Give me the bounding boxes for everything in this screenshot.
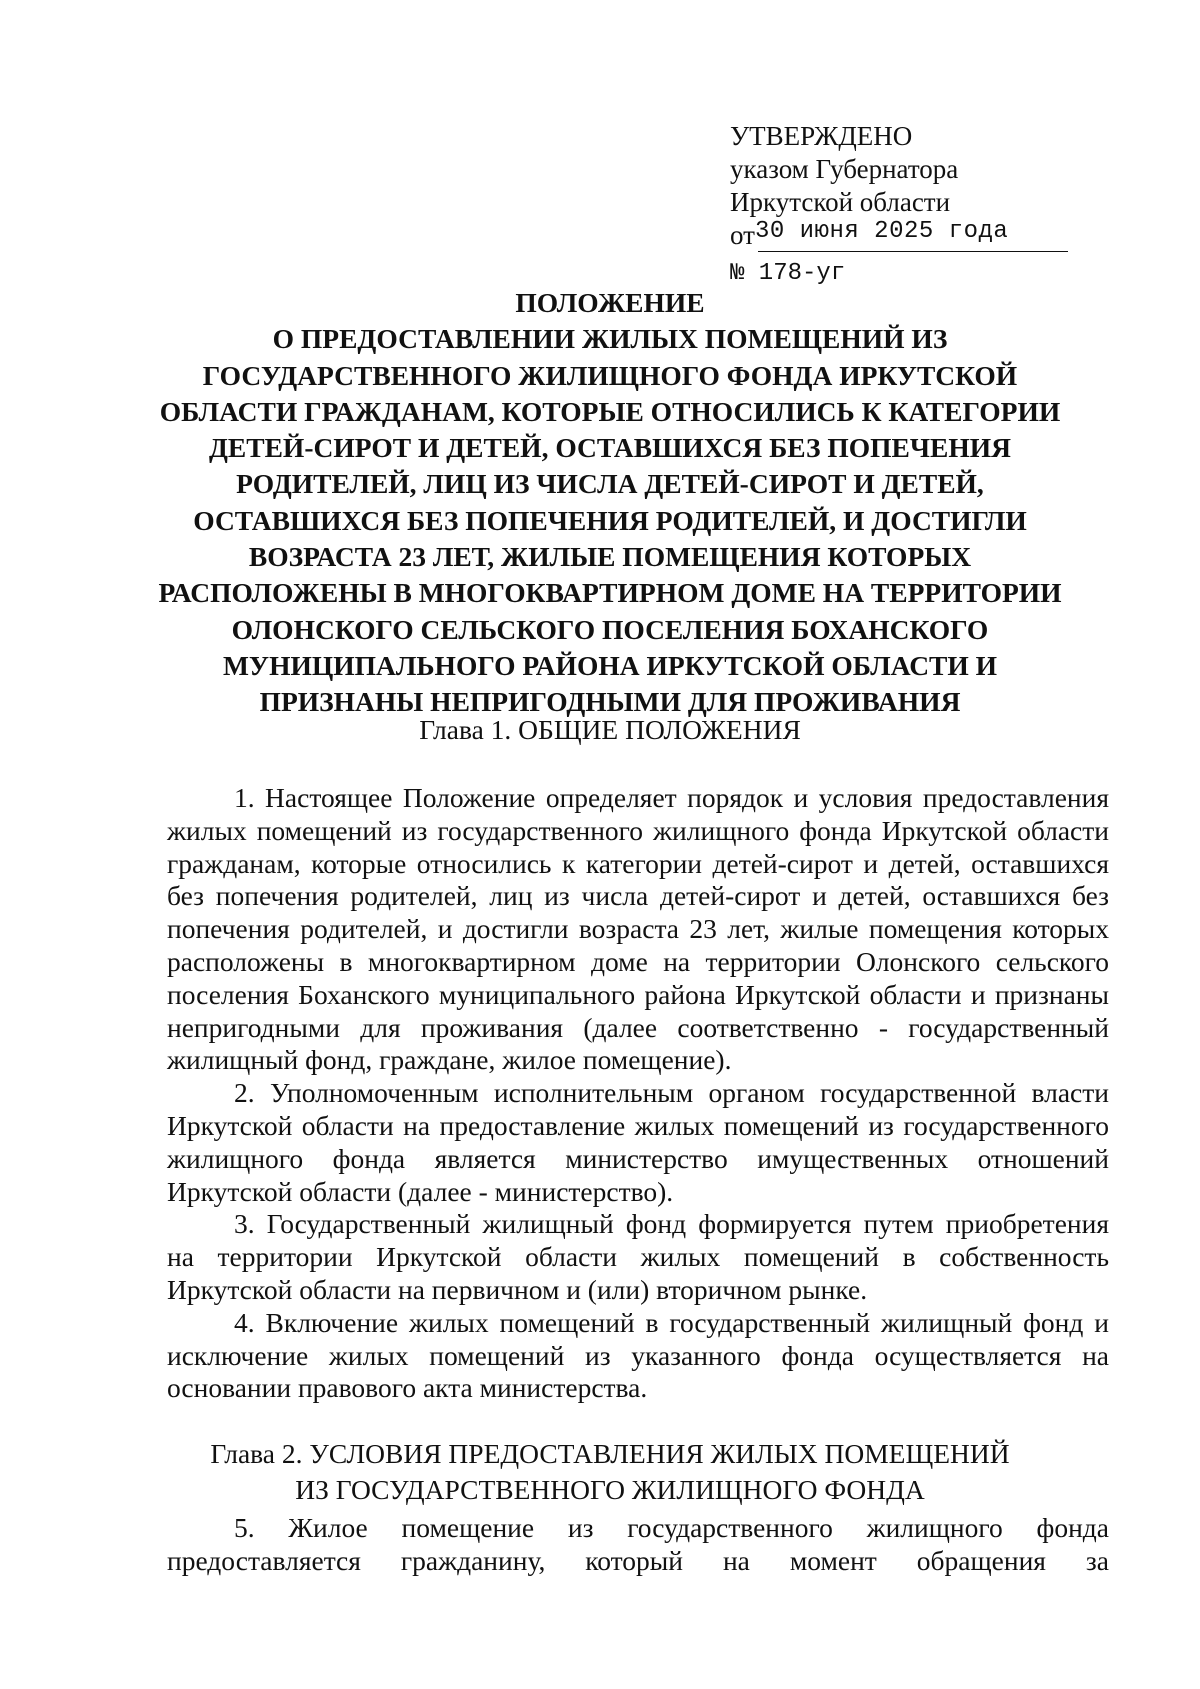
paragraph-line: 5. Жилое помещение из государственного жилищного фонда [234,1512,1109,1543]
date-prefix: от [730,220,755,250]
region-label: Иркутской области [730,187,951,217]
title-line: РАСПОЛОЖЕНЫ В МНОГОКВАРТИРНОМ ДОМЕ НА ТЕРРИТОРИИ [158,577,1062,609]
title-line: ОСТАВШИХСЯ БЕЗ ПОПЕЧЕНИЯ РОДИТЕЛЕЙ, И ДОСТИГЛИ [193,504,1027,536]
decree-number: № 178-уг [730,260,846,287]
paragraph-line: Иркутской области (далее - министерство). [167,1175,674,1207]
paragraph-line: 3. Государственный жилищный фонд формируется путем приобретения [234,1208,1109,1240]
paragraph-line: предоставляется гражданину, который на момент обращения за [167,1544,1109,1576]
paragraph-line: жилищного фонда является министерство имущественных отношений [167,1142,1109,1174]
chapter-1-body [167,782,1109,1405]
paragraph-line: 1. Настоящее Положение определяет порядок и условия предоставления [234,782,1109,813]
paragraph-line: 2. Уполномоченным исполнительным органом государственной власти [234,1077,1109,1109]
chapter-heading-line: ИЗ ГОСУДАРСТВЕННОГО ЖИЛИЩНОГО ФОНДА [295,1474,925,1505]
paragraph-line: жилых помещений из государственного жилищного фонда Иркутской области [167,814,1109,846]
paragraph-line: попечения родителей, и достигли возраста 23 лет, жилые помещения которых [167,913,1109,945]
title-line: ПОЛОЖЕНИЕ [515,287,705,318]
title-line: ПРИЗНАНЫ НЕПРИГОДНЫМИ ДЛЯ ПРОЖИВАНИЯ [259,686,961,718]
approval-date: 30 июня 2025 года [754,218,1009,245]
title-line: РОДИТЕЛЕЙ, ЛИЦ ИЗ ЧИСЛА ДЕТЕЙ-СИРОТ И ДЕТЕЙ, [236,468,984,500]
chapter-1-heading [140,712,1080,748]
chapter-2-heading [140,1436,1080,1508]
paragraph-line: основании правового акта министерства. [167,1372,648,1404]
document-title [140,285,1080,721]
paragraph-line: Иркутской области на первичном и (или) вторичном рынке. [167,1273,868,1305]
paragraph-line: поселения Боханского муниципального района Иркутской области и признаны [167,978,1109,1010]
paragraph-line: непригодными для проживания (далее соответственно - государственный [167,1011,1109,1043]
paragraph-line: без попечения родителей, лиц из числа детей-сирот и детей, оставшихся без [167,880,1109,912]
paragraph-line: гражданам, которые относились к категории детей-сирот и детей, оставшихся [167,847,1109,879]
date-underline [758,251,1068,252]
title-line: ГОСУДАРСТВЕННОГО ЖИЛИЩНОГО ФОНДА ИРКУТСКОЙ [202,359,1018,391]
paragraph-line: расположены в многоквартирном доме на территории Олонского сельского [167,945,1109,977]
title-line: ДЕТЕЙ-СИРОТ И ДЕТЕЙ, ОСТАВШИХСЯ БЕЗ ПОПЕЧЕНИЯ [208,432,1012,464]
paragraph-line: на территории Иркутской области жилых помещений в собственность [167,1241,1109,1273]
chapter-heading-line: Глава 1. ОБЩИЕ ПОЛОЖЕНИЯ [419,714,801,745]
paragraph-line: исключение жилых помещений из указанного фонда осуществляется на [167,1339,1109,1371]
title-line: ОБЛАСТИ ГРАЖДАНАМ, КОТОРЫЕ ОТНОСИЛИСЬ К КАТЕГОРИИ [159,395,1061,427]
approval-stamp [730,120,1050,290]
title-line: О ПРЕДОСТАВЛЕНИИ ЖИЛЫХ ПОМЕЩЕНИЙ ИЗ [272,323,948,355]
title-line: ВОЗРАСТА 23 ЛЕТ, ЖИЛЫЕ ПОМЕЩЕНИЯ КОТОРЫХ [248,541,972,573]
approved-label: УТВЕРЖДЕНО [730,121,913,151]
decree-label: указом Губернатора [730,154,959,184]
approval-date-line [730,219,1050,255]
paragraph-line: жилищный фонд, граждане, жилое помещение). [167,1044,732,1076]
title-line: ОЛОНСКОГО СЕЛЬСКОГО ПОСЕЛЕНИЯ БОХАНСКОГО [231,613,989,645]
paragraph-line: Иркутской области на предоставление жилых помещений из государственного [167,1109,1109,1141]
chapter-heading-line: Глава 2. УСЛОВИЯ ПРЕДОСТАВЛЕНИЯ ЖИЛЫХ ПОМЕЩЕНИЙ [210,1438,1010,1469]
paragraph-line: 4. Включение жилых помещений в государственный жилищный фонд и [234,1306,1109,1338]
chapter-2-body [167,1512,1109,1578]
title-line: МУНИЦИПАЛЬНОГО РАЙОНА ИРКУТСКОЙ ОБЛАСТИ И [222,649,998,681]
